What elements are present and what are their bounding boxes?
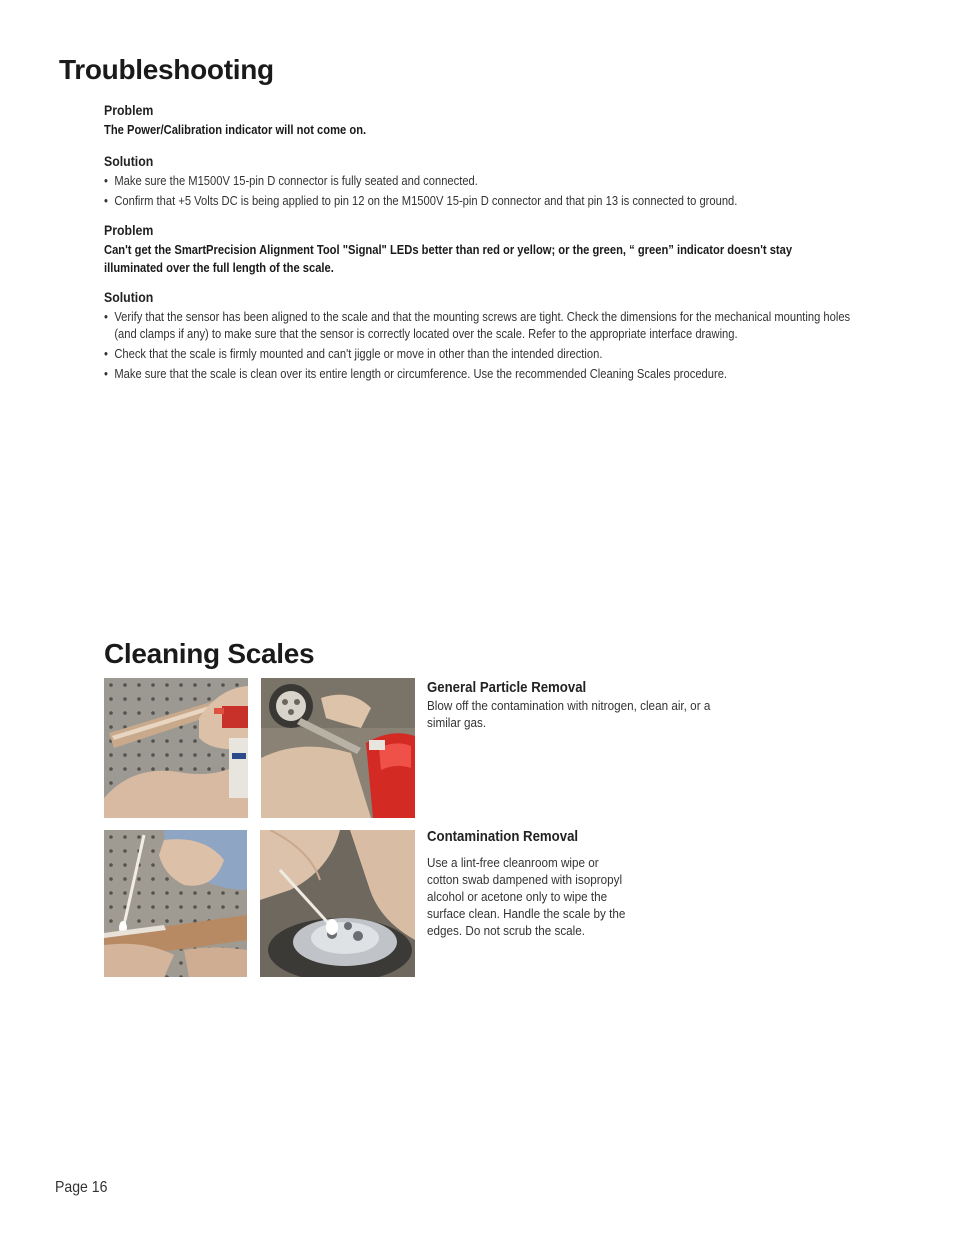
cleaning-scales-title: Cleaning Scales xyxy=(104,638,315,669)
contamination-text: Use a lint-free cleanroom wipe or cotton swab dampened with isopropyl alcohol or acetone only to wipe the surface clean. Handle the scale by the edges. Do not scrub the scale. xyxy=(427,855,626,938)
solution-1-label: Solution xyxy=(104,153,154,169)
solution-1-item: • Confirm that +5 Volts DC is being applied to pin 12 on the M1500V 15-pin D connector and that pin 13 is connected to ground. xyxy=(104,192,844,209)
problem-2-label: Problem xyxy=(104,222,154,238)
problem-2-text: Can't get the SmartPrecision Alignment Tool "Signal" LEDs better than red or yellow; or the green, “ green” indicator doesn't stay illuminated over the full length of the scale. xyxy=(104,242,793,275)
page-number: Page 16 xyxy=(55,1179,108,1196)
solution-1-list xyxy=(104,172,954,212)
problem-1-label: Problem xyxy=(104,102,154,118)
general-particle-heading: General Particle Removal xyxy=(427,679,587,696)
problem-1-text: The Power/Calibration indicator will not come on. xyxy=(104,122,367,137)
photo-swab-linear-scale xyxy=(104,830,247,977)
troubleshooting-title: Troubleshooting xyxy=(59,54,274,85)
photo-swab-rotary-scale xyxy=(260,830,415,977)
solution-2-item: • Verify that the sensor has been aligned to the scale and that the mounting screws are tight. Check the dimensions for the mechanical mounting holes (and clamps if any) to make sure that the sensor is correctly located over the scale. Refer to the appropriate interface drawing. xyxy=(104,308,852,342)
photo-rotary-gas-blow xyxy=(261,678,415,818)
solution-2-item: • Check that the scale is firmly mounted and can't jiggle or move in other than the intended direction. xyxy=(104,345,852,362)
solution-1-item: • Make sure the M1500V 15-pin D connector is fully seated and connected. xyxy=(104,172,844,189)
solution-2-label: Solution xyxy=(104,289,154,305)
general-particle-text: Blow off the contamination with nitrogen, clean air, or a similar gas. xyxy=(427,698,711,730)
photo-scale-gas-blow xyxy=(104,678,248,818)
solution-2-item: • Make sure that the scale is clean over its entire length or circumference. Use the recommended Cleaning Scales procedure. xyxy=(104,365,852,382)
contamination-heading: Contamination Removal xyxy=(427,828,579,845)
solution-2-list xyxy=(104,308,954,385)
